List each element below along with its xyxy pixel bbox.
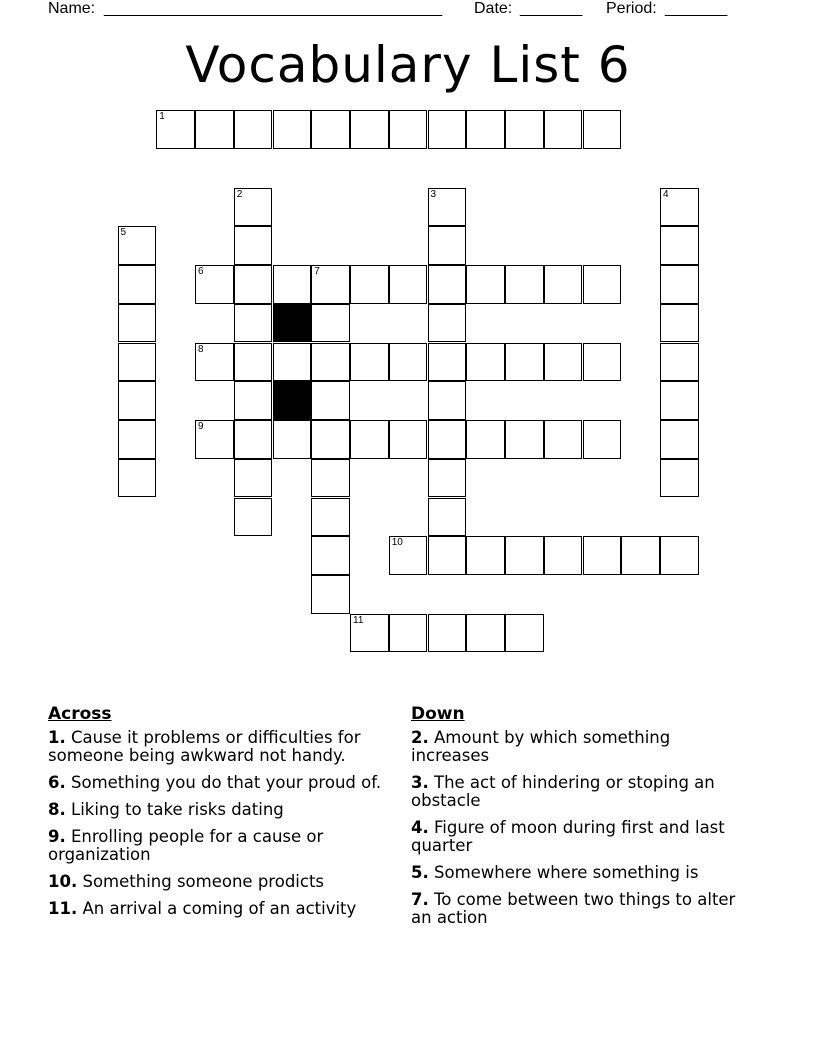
clue-num: 3. [411,773,429,792]
period-blank[interactable]: _______ [665,0,728,17]
grid-cell[interactable] [544,343,583,382]
name-blank[interactable]: ______________________________________ [104,0,443,17]
grid-cell[interactable] [311,459,350,498]
clue-number: 4 [663,188,669,200]
across-clue [48,801,408,819]
grid-cell[interactable] [466,343,505,382]
grid-cell[interactable] [621,536,660,575]
grid-cell[interactable] [234,498,273,537]
grid-cell[interactable] [660,188,699,227]
grid-cell[interactable] [118,226,157,265]
black-cell [273,381,312,420]
clue-number: 3 [430,188,437,200]
black-cell [273,304,312,343]
clue-num: 6. [48,773,66,792]
clue-text: Liking to take risks dating [71,800,284,819]
grid-cell[interactable] [505,110,544,149]
grid-cell[interactable] [350,110,389,149]
clue-text: An arrival a coming of an activity [82,899,357,918]
grid-cell[interactable] [273,265,312,304]
clue-num: 2. [411,728,429,747]
clue-number: 6 [198,266,204,277]
header-line [48,0,748,18]
clue-number: 2 [236,188,243,200]
grid-cell[interactable] [195,420,234,459]
grid-cell[interactable] [428,614,467,653]
grid-cell[interactable] [428,265,467,304]
grid-cell[interactable] [583,536,622,575]
grid-cell[interactable] [505,265,544,304]
clue-number: 9 [198,421,204,432]
grid-cell[interactable] [583,343,622,382]
grid-cell[interactable] [466,420,505,459]
clue-num: 5. [411,863,429,882]
clue-text: The act of hindering or stoping an obstacle [411,773,715,810]
grid-cell[interactable] [118,343,157,382]
grid-cell[interactable] [234,110,273,149]
grid-cell[interactable] [273,420,312,459]
clue-text: Something you do that your proud of. [71,773,382,792]
down-clues [411,703,751,936]
grid-cell[interactable] [389,614,428,653]
across-clue [48,774,408,792]
grid-cell[interactable] [350,265,389,304]
grid-cell[interactable] [311,498,350,537]
grid-cell[interactable] [466,536,505,575]
grid-cell[interactable] [428,459,467,498]
clue-number: 5 [120,227,127,239]
grid-cell[interactable] [311,304,350,343]
grid-cell[interactable] [505,420,544,459]
grid-cell[interactable] [428,226,467,265]
grid-cell[interactable] [428,188,467,227]
clue-num: 1. [48,728,66,747]
grid-cell[interactable] [583,110,622,149]
grid-cell[interactable] [195,265,234,304]
grid-cell[interactable] [466,614,505,653]
grid-cell[interactable] [428,381,467,420]
grid-cell[interactable] [660,265,699,304]
grid-cell[interactable] [311,110,350,149]
grid-cell[interactable] [350,420,389,459]
grid-cell[interactable] [234,420,273,459]
date-label: Date: [474,0,513,17]
clue-text: Somewhere where something is [434,863,699,882]
grid-cell[interactable] [195,343,234,382]
grid-cell[interactable] [311,536,350,575]
clue-number: 10 [391,537,403,549]
across-clue [48,729,408,765]
grid-cell[interactable] [505,343,544,382]
grid-cell[interactable] [660,536,699,575]
grid-cell[interactable] [428,498,467,537]
period-label: Period: [606,0,657,17]
clue-text: Something someone prodicts [82,872,325,891]
grid-cell[interactable] [660,381,699,420]
grid-cell[interactable] [234,265,273,304]
grid-cell[interactable] [311,420,350,459]
clue-number: 11 [353,614,364,626]
grid-cell[interactable] [466,265,505,304]
grid-cell[interactable] [234,188,273,227]
grid-cell[interactable] [505,614,544,653]
down-heading: Down [411,704,465,724]
clue-num: 11. [48,899,78,918]
across-heading: Across [48,704,112,724]
clue-text: To come between two things to alter an action [411,890,736,927]
grid-cell[interactable] [273,343,312,382]
clue-num: 4. [411,818,429,837]
grid-cell[interactable] [350,343,389,382]
clue-number: 7 [314,266,320,277]
clue-num: 7. [411,890,429,909]
grid-cell[interactable] [156,110,195,149]
grid-cell[interactable] [660,226,699,265]
grid-cell[interactable] [660,343,699,382]
grid-cell[interactable] [583,265,622,304]
clue-num: 10. [48,872,78,891]
grid-cell[interactable] [428,536,467,575]
name-label: Name: [48,0,96,17]
grid-cell[interactable] [544,110,583,149]
grid-cell[interactable] [118,459,157,498]
across-clue [48,900,408,918]
grid-cell[interactable] [660,420,699,459]
grid-cell[interactable] [505,536,544,575]
grid-cell[interactable] [118,420,157,459]
across-clue [48,873,408,891]
grid-cell[interactable] [234,226,273,265]
across-clue-list [48,729,408,918]
grid-cell[interactable] [234,343,273,382]
grid-cell[interactable] [544,536,583,575]
grid-cell[interactable] [389,536,428,575]
grid-cell[interactable] [234,381,273,420]
grid-cell[interactable] [118,304,157,343]
grid-cell[interactable] [195,110,234,149]
grid-cell[interactable] [234,459,273,498]
grid-cell[interactable] [428,343,467,382]
date-blank[interactable]: _______ [520,0,583,17]
grid-cell[interactable] [660,459,699,498]
grid-cell[interactable] [389,343,428,382]
clue-number: 1 [159,111,165,122]
grid-cell[interactable] [311,343,350,382]
down-clue [411,819,751,855]
across-clues [48,703,408,927]
grid-cell[interactable] [234,304,273,343]
grid-cell[interactable] [311,265,350,304]
clue-num: 8. [48,800,66,819]
grid-cell[interactable] [428,110,467,149]
grid-cell[interactable] [350,614,389,653]
clue-num: 9. [48,827,66,846]
down-clue [411,891,751,927]
down-clue [411,774,751,810]
grid-cell[interactable] [428,304,467,343]
down-clue-list [411,729,751,927]
page-title: Vocabulary List 6 [185,36,631,94]
grid-cell[interactable] [389,420,428,459]
clue-number: 8 [198,343,204,355]
grid-cell[interactable] [273,110,312,149]
across-clue [48,828,408,864]
down-clue [411,864,751,882]
grid-cell[interactable] [428,420,467,459]
grid-cell[interactable] [118,381,157,420]
down-clue [411,729,751,765]
grid-cell[interactable] [311,575,350,614]
grid-cell[interactable] [660,304,699,343]
grid-cell[interactable] [544,265,583,304]
clue-text: Enrolling people for a cause or organization [48,827,324,864]
grid-cell[interactable] [389,265,428,304]
clue-text: Amount by which something increases [411,728,671,765]
clue-text: Cause it problems or difficulties for someone being awkward not handy. [48,728,361,765]
grid-cell[interactable] [583,420,622,459]
grid-cell[interactable] [118,265,157,304]
grid-cell[interactable] [389,110,428,149]
clue-text: Figure of moon during first and last quarter [411,818,725,855]
grid-cell[interactable] [466,110,505,149]
grid-cell[interactable] [311,381,350,420]
grid-cell[interactable] [544,420,583,459]
